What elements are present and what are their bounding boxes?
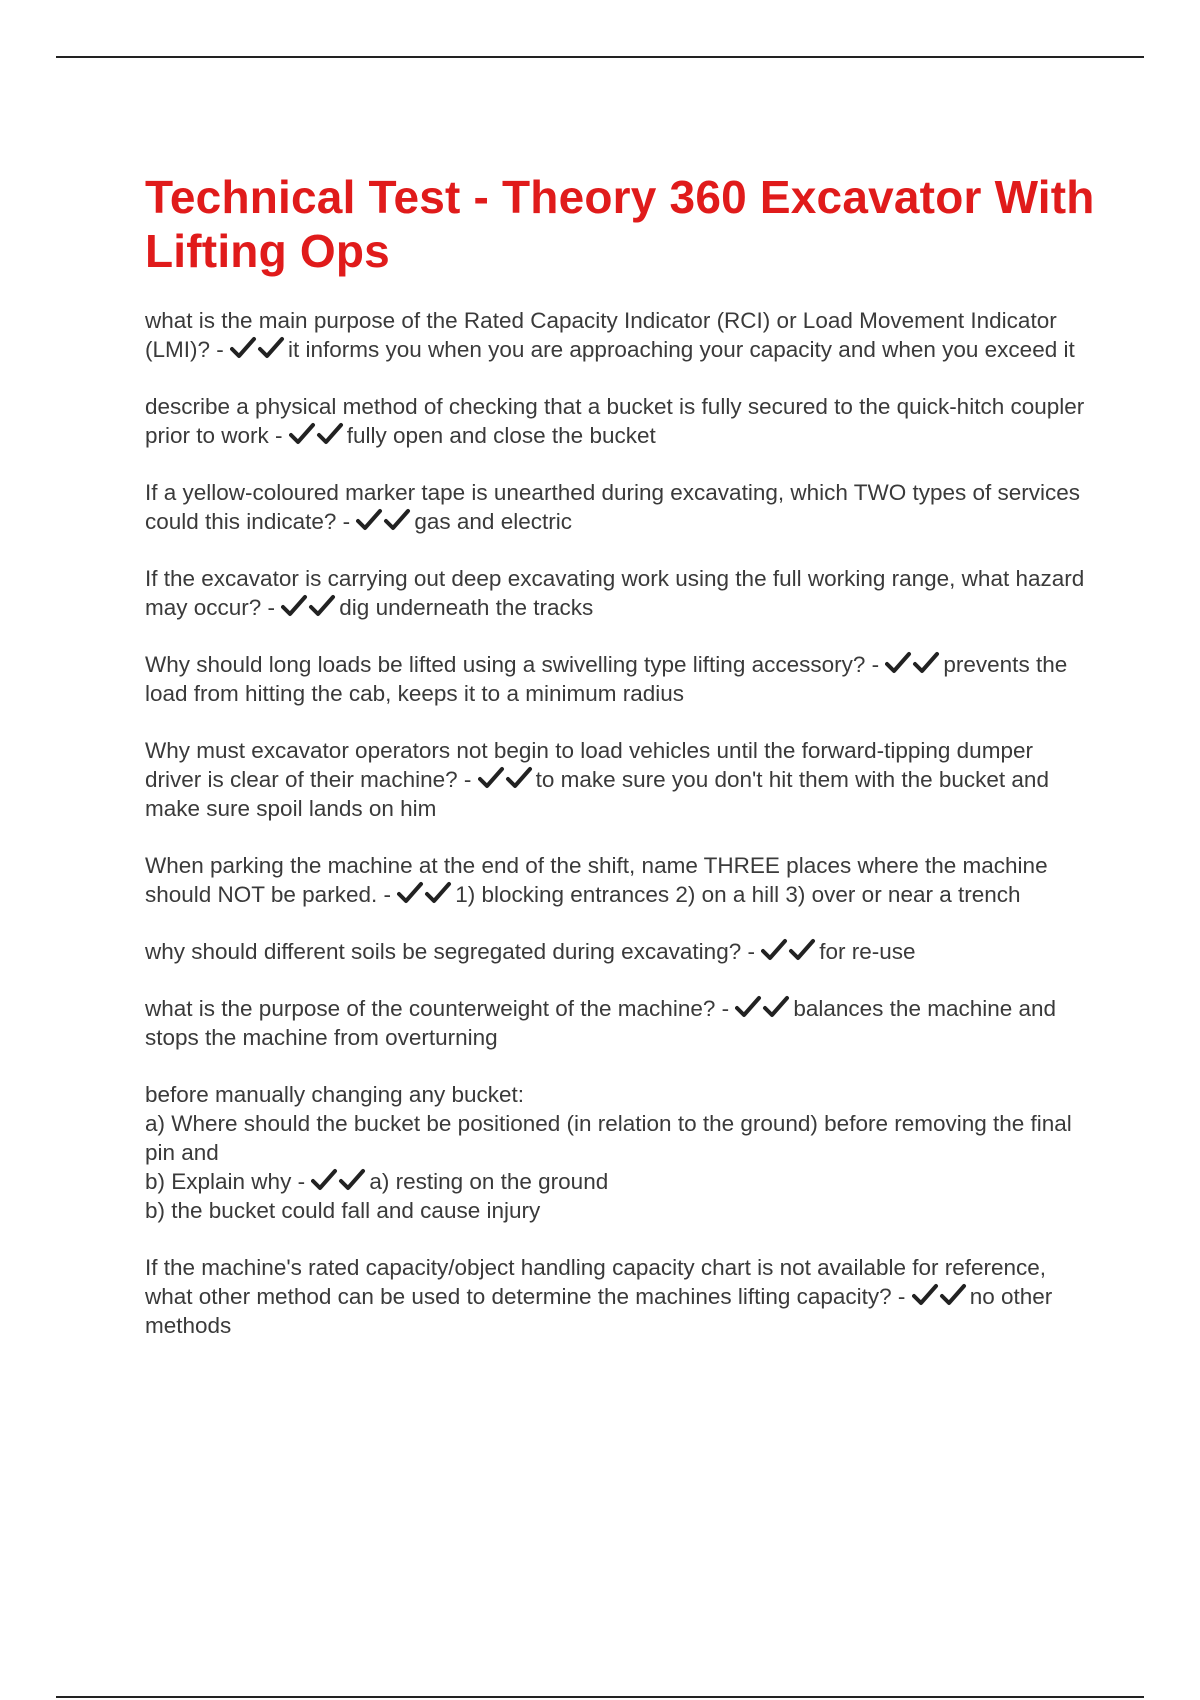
- answer-text: a) resting on the ground b) the bucket could fall and cause injury: [145, 1169, 609, 1223]
- qa-item: [145, 478, 1095, 536]
- answer-text: dig underneath the tracks: [339, 595, 594, 620]
- qa-list: [145, 306, 1095, 1340]
- qa-item: [145, 650, 1095, 708]
- double-checkmark-icon: [478, 766, 534, 790]
- qa-item: [145, 736, 1095, 823]
- question-text: If the excavator is carrying out deep excavating work using the full working range, what hazard may occur? -: [145, 566, 1085, 620]
- qa-item: [145, 994, 1095, 1052]
- answer-text: for re-use: [819, 939, 916, 964]
- answer-text: it informs you when you are approaching your capacity and when you exceed it: [288, 337, 1075, 362]
- answer-text: fully open and close the bucket: [346, 423, 656, 448]
- double-checkmark-icon: [289, 422, 345, 446]
- answer-text: gas and electric: [414, 509, 572, 534]
- qa-item: [145, 392, 1095, 450]
- answer-text: prevents the load from hitting the cab, keeps it to a minimum radius: [145, 652, 1068, 706]
- question-text: what is the purpose of the counterweight of the machine? -: [145, 996, 736, 1021]
- question-text: Why must excavator operators not begin to load vehicles until the forward-tipping dumper driver is clear of their machine? -: [145, 738, 1033, 792]
- question-text: what is the main purpose of the Rated Capacity Indicator (RCI) or Load Movement Indicator (LMI)? -: [145, 308, 1057, 362]
- answer-text: 1) blocking entrances 2) on a hill 3) over or near a trench: [455, 882, 1021, 907]
- page-title: Technical Test - Theory 360 Excavator With Lifting Ops: [145, 171, 1095, 277]
- answer-text: balances the machine and stops the machine from overturning: [145, 996, 1057, 1050]
- qa-item: [145, 306, 1095, 364]
- qa-item: [145, 564, 1095, 622]
- question-text: before manually changing any bucket: a) Where should the bucket be positioned (in relation to the ground) before removing the final pin and b) Explain why -: [145, 1082, 1072, 1194]
- question-text: When parking the machine at the end of the shift, name THREE places where the machine should NOT be parked. -: [145, 853, 1048, 907]
- question-text: describe a physical method of checking that a bucket is fully secured to the quick-hitch coupler prior to work -: [145, 394, 1085, 448]
- document-body: [145, 170, 1095, 1368]
- answer-text: to make sure you don't hit them with the bucket and make sure spoil lands on him: [145, 767, 1049, 821]
- double-checkmark-icon: [311, 1168, 367, 1192]
- question-text: why should different soils be segregated during excavating? -: [145, 939, 762, 964]
- double-checkmark-icon: [356, 508, 412, 532]
- question-text: If a yellow-coloured marker tape is unearthed during excavating, which TWO types of services could this indicate? -: [145, 480, 1081, 534]
- qa-item: [145, 937, 1095, 966]
- qa-item: [145, 851, 1095, 909]
- double-checkmark-icon: [761, 938, 817, 962]
- double-checkmark-icon: [735, 995, 791, 1019]
- double-checkmark-icon: [885, 651, 941, 675]
- double-checkmark-icon: [281, 594, 337, 618]
- double-checkmark-icon: [230, 336, 286, 360]
- answer-text: no other methods: [145, 1284, 1053, 1338]
- qa-item: [145, 1253, 1095, 1340]
- double-checkmark-icon: [912, 1283, 968, 1307]
- question-text: Why should long loads be lifted using a swivelling type lifting accessory? -: [145, 652, 886, 677]
- qa-item: [145, 1080, 1095, 1225]
- top-rule: [56, 56, 1144, 58]
- question-text: If the machine's rated capacity/object handling capacity chart is not available for reference, what other method can be used to determine the machines lifting capacity? -: [145, 1255, 1047, 1309]
- double-checkmark-icon: [397, 881, 453, 905]
- bottom-rule: [56, 1696, 1144, 1698]
